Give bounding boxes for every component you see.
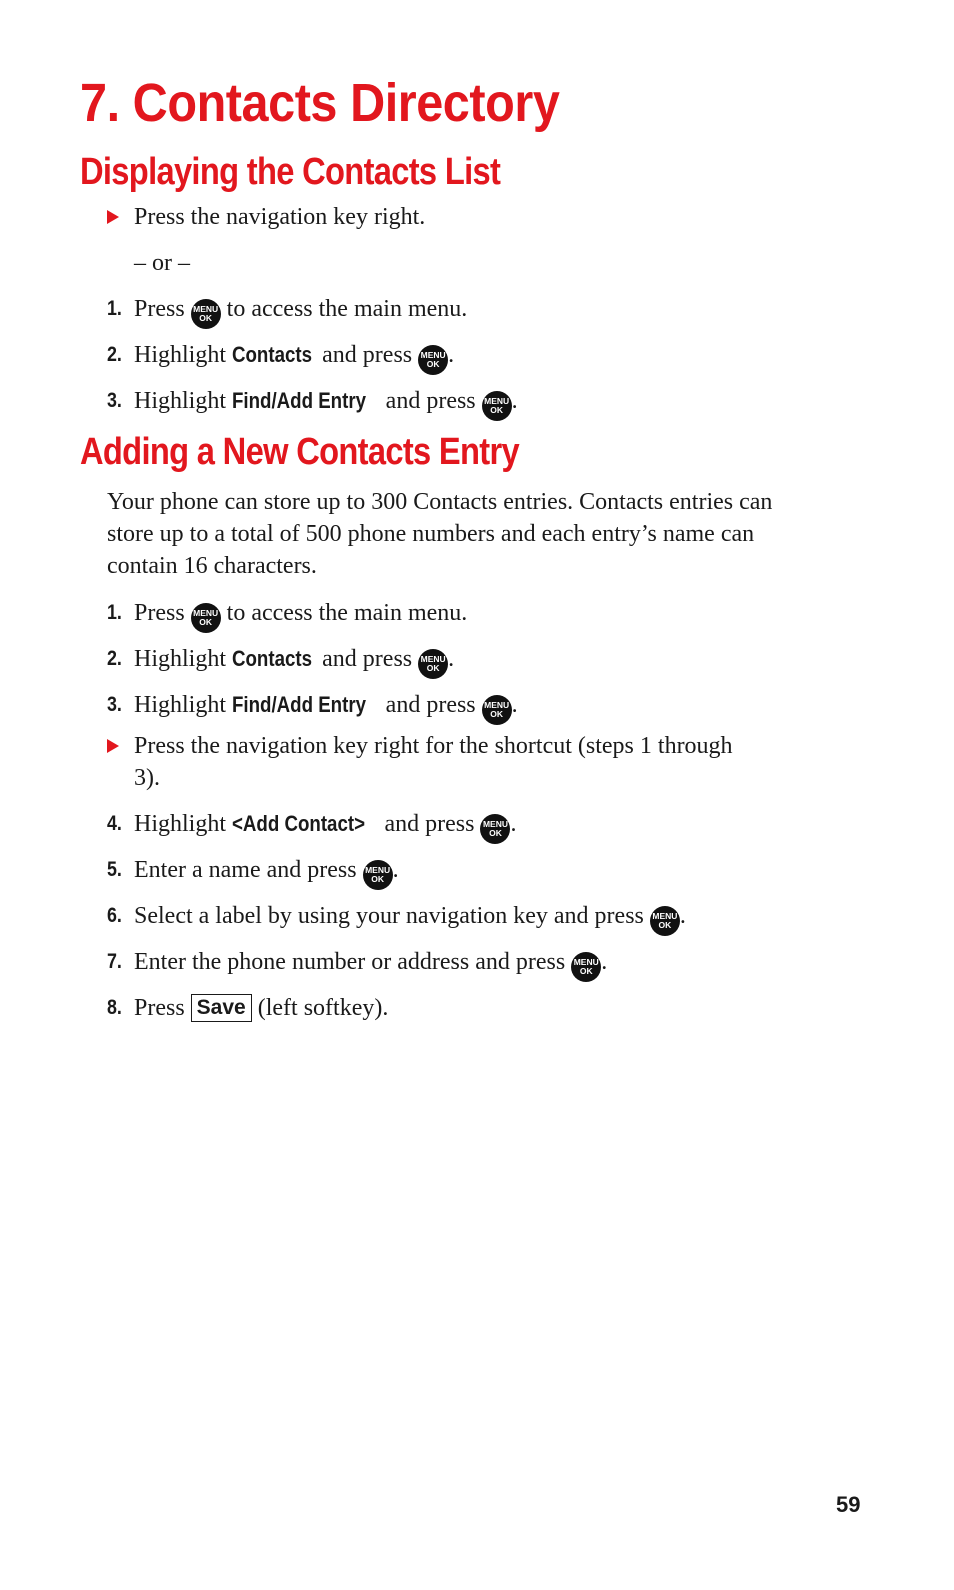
manual-page: 7. Contacts Directory Displaying the Contacts List Press the navigation key right. – or – 1. Press MENU OK to access the main menu. 2. Highlight Contacts and press MENU OK . 3. Highlight Find/Add Entry and press MENU OK . Adding a New Contacts Entry Your phone can store up to 300 Contacts entries. Contacts entries can store up to a total of 500 phone numbers and each entry’s name can contain 16 characters. 1. Press MENU OK to access the main menu. 2. Highlight Contacts and press MENU OK . 3. Highlight Find/Add Entry and press MENU OK . Press the navigation key right for the shortcut (steps 1 through 3). 4. Highlight <Add Contact> and press MENU OK . 5. Enter a name and press MENU OK . 6. Select a label by using your navigation key and press MENU OK . 7. Enter the phone number or address and press MENU OK . 8. Press Save (left softkey). 59 — [0, 0, 954, 1590]
menu-ok-key-icon: MENU OK — [191, 299, 221, 329]
section-heading-displaying: Displaying the Contacts List — [80, 151, 501, 193]
menu-ok-key-icon: MENU OK — [418, 345, 448, 375]
bullet-text: Press the navigation key right. — [134, 204, 426, 230]
ui-term: Contacts — [232, 646, 313, 671]
page-title: 7. Contacts Directory — [80, 73, 560, 133]
ui-term: Find/Add Entry — [232, 692, 367, 717]
menu-ok-key-icon: MENU OK — [650, 906, 680, 936]
menu-ok-key-icon: MENU OK — [191, 603, 221, 633]
menu-ok-key-icon: MENU OK — [571, 952, 601, 982]
menu-ok-key-icon: MENU OK — [480, 814, 510, 844]
bullet-text: Press the navigation key right for the shortcut (steps 1 through 3). — [134, 733, 733, 791]
ui-term: <Add Contact> — [232, 811, 366, 836]
intro-paragraph: Your phone can store up to 300 Contacts entries. Contacts entries can store up to a total of 500 phone numbers and each entry’s name can contain 16 characters. — [107, 489, 773, 579]
menu-ok-key-icon: MENU OK — [418, 649, 448, 679]
bullet-arrow-icon — [107, 739, 119, 753]
ui-term: Contacts — [232, 342, 313, 367]
bullet-arrow-icon — [107, 210, 119, 224]
menu-ok-key-icon: MENU OK — [482, 391, 512, 421]
section-heading-adding: Adding a New Contacts Entry — [80, 431, 520, 473]
menu-ok-key-icon: MENU OK — [482, 695, 512, 725]
menu-ok-key-icon: MENU OK — [363, 860, 393, 890]
ui-term: Find/Add Entry — [232, 388, 367, 413]
page-number: 59 — [836, 1492, 861, 1517]
save-softkey-label: Save — [191, 994, 252, 1022]
